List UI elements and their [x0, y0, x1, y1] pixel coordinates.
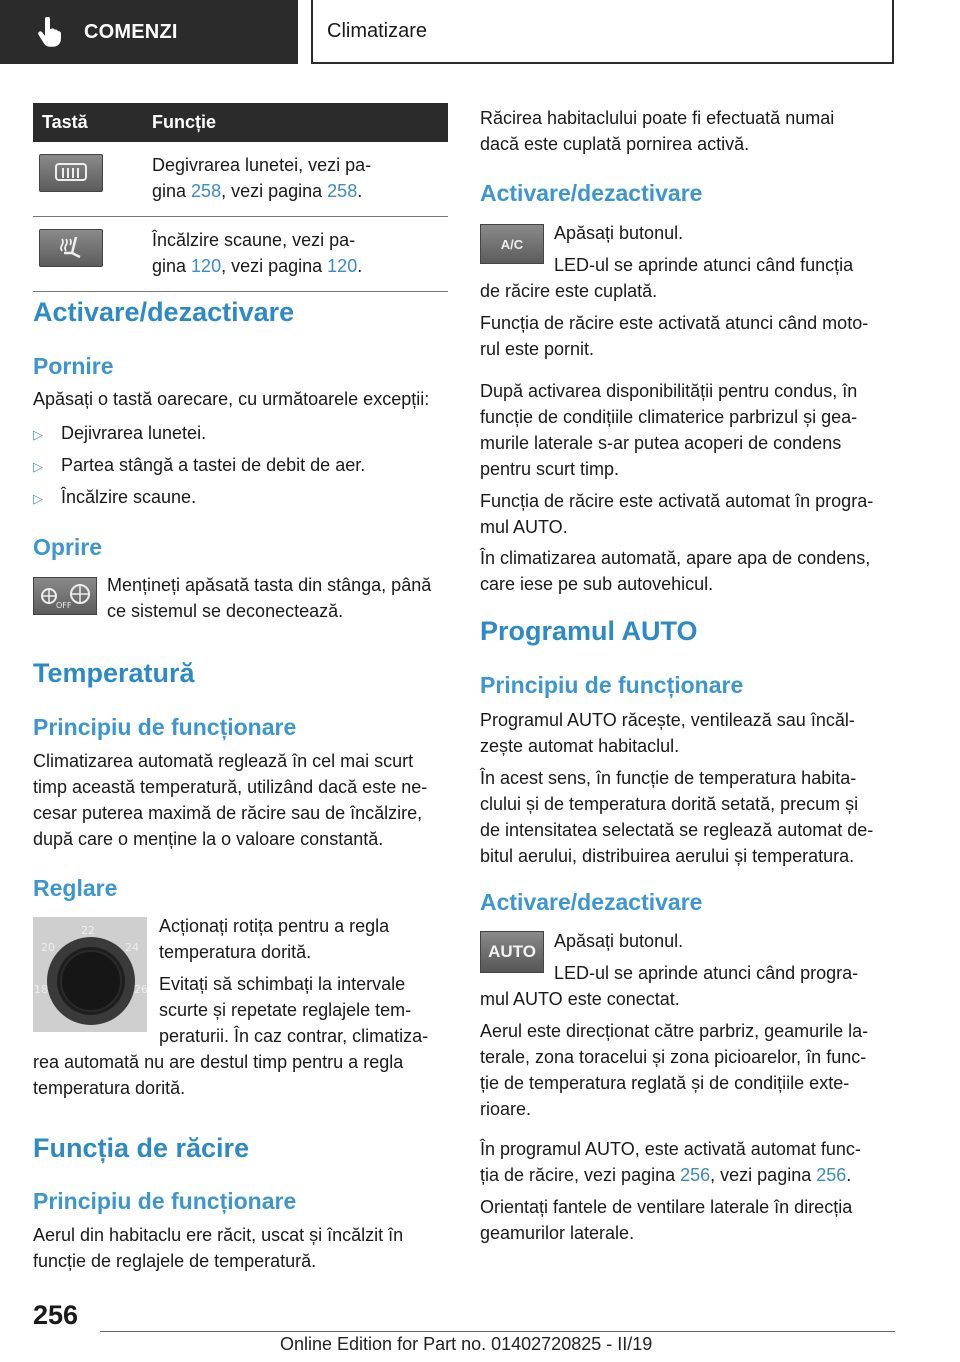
knob-label: 22	[81, 924, 95, 937]
header-chapter-label: Climatizare	[327, 19, 428, 42]
text-span: .	[846, 1165, 852, 1185]
right-text: LED-ul se aprinde atunci când funcția	[554, 255, 854, 275]
heading-auto: Programul AUTO	[480, 616, 698, 646]
key-function-table	[33, 103, 448, 292]
right-text	[480, 1162, 851, 1188]
table-row	[33, 217, 448, 292]
reglare-text: scurte și repetate reglajele tem-	[159, 1000, 412, 1020]
right-text: care iese pe sub autovehicul.	[480, 574, 714, 594]
right-text: geamurilor laterale.	[480, 1223, 635, 1243]
row-text: , vezi pagina	[221, 181, 328, 201]
right-text: mul AUTO este conectat.	[480, 989, 680, 1009]
right-text: rul este pornit.	[480, 339, 595, 359]
list-item-text: Partea stângă a tastei de debit de aer.	[61, 455, 366, 475]
right-text: murile laterale s-ar putea acoperi de condens	[480, 433, 842, 453]
row-text: gina	[152, 181, 192, 201]
knob-label: 18	[34, 983, 48, 996]
heading-activare: Activare/dezactivare	[33, 297, 295, 327]
fan-off-icon	[33, 577, 97, 615]
hand-pointer-icon	[36, 17, 62, 47]
table-header-key: Tastă	[33, 103, 152, 142]
page-number: 256	[33, 1300, 79, 1330]
heading-principiu: Principiu de funcționare	[480, 672, 744, 698]
header-section-tab[interactable]	[0, 0, 298, 64]
row-text: , vezi pagina	[221, 256, 328, 276]
page-link[interactable]: 120	[191, 256, 222, 276]
right-text: terale, zona toracelui și zona picioarelor, în func-	[480, 1047, 867, 1067]
right-text: În programul AUTO, este activată automat func-	[480, 1139, 861, 1159]
knob-label: 24	[125, 941, 139, 954]
heading-principiu: Principiu de funcționare	[33, 1188, 297, 1214]
list-item	[33, 420, 206, 448]
row-text: Încălzire scaune, vezi pa-	[152, 230, 356, 250]
right-text: În acest sens, în funcție de temperatura habita-	[480, 768, 857, 788]
footer-divider	[100, 1331, 895, 1332]
heading-racire: Funcția de răcire	[33, 1133, 250, 1163]
reglare-text: peraturii. În caz contrar, climatiza-	[159, 1026, 429, 1046]
text-span: , vezi pagina	[710, 1165, 817, 1185]
knob-label: 26	[134, 983, 147, 996]
oprire-text: ce sistemul se deconectează.	[107, 601, 344, 621]
right-text: pentru scurt timp.	[480, 459, 620, 479]
right-text: funcție de condițiile climaterice parbrizul și gea-	[480, 407, 858, 427]
heading-temperatura: Temperatură	[33, 658, 195, 688]
list-item	[33, 484, 196, 512]
heading-activare: Activare/dezactivare	[480, 180, 703, 206]
right-text: Funcția de răcire este activată atunci când moto-	[480, 313, 869, 333]
bullet-triangle-icon: ▷	[33, 491, 43, 506]
temp-text: Climatizarea automată reglează în cel mai scurt	[33, 751, 414, 771]
reglare-text: Evitați să schimbați la intervale	[159, 974, 406, 994]
header-chapter	[311, 0, 894, 64]
reglare-text: temperatura dorită.	[159, 942, 312, 962]
right-text: zește automat habitaclul.	[480, 736, 680, 756]
page-link[interactable]: 258	[191, 181, 222, 201]
page-link[interactable]: 256	[816, 1165, 847, 1185]
right-text: În climatizarea automată, apare apa de condens,	[480, 548, 871, 568]
right-text: După activarea disponibilității pentru condus, în	[480, 381, 858, 401]
temp-text: timp această temperatură, utilizând dacă este ne-	[33, 777, 428, 797]
right-text: Funcția de răcire este activată automat în progra-	[480, 491, 874, 511]
right-text: de intensitatea selectată se reglează automat de-	[480, 820, 874, 840]
right-text: LED-ul se aprinde atunci când progra-	[554, 963, 859, 983]
temperature-knob-image	[33, 917, 147, 1032]
right-text: Aerul este direcționat către parbriz, geamurile la-	[480, 1021, 869, 1041]
page-link[interactable]: 258	[327, 181, 358, 201]
row-text: .	[357, 181, 363, 201]
right-text: mul AUTO.	[480, 517, 568, 537]
right-text: rioare.	[480, 1099, 532, 1119]
right-text: de răcire este cuplată.	[480, 281, 658, 301]
svg-text:OFF: OFF	[56, 601, 72, 610]
reglare-text: Acționați rotița pentru a regla	[159, 916, 390, 936]
heading-activare: Activare/dezactivare	[480, 889, 703, 915]
page-link[interactable]: 120	[327, 256, 358, 276]
right-text: dacă este cuplată pornirea activă.	[480, 134, 750, 154]
list-item-text: Dejivrarea lunetei.	[61, 423, 207, 443]
row-text: .	[357, 256, 363, 276]
right-text: ție de temperatura reglată și de condițiile exte-	[480, 1073, 850, 1093]
racire-text: Aerul din habitaclu ere răcit, uscat și încălzit în	[33, 1225, 404, 1245]
auto-button-icon: AUTO	[480, 931, 544, 973]
seat-heating-icon	[39, 229, 103, 267]
footer-edition: Online Edition for Part no. 01402720825 - II/19	[280, 1334, 653, 1354]
right-text: Programul AUTO răcește, ventilează sau încăl-	[480, 710, 855, 730]
header-section-label: COMENZI	[84, 20, 178, 43]
right-text: bitul aerului, distribuirea aerului și temperatura.	[480, 846, 855, 866]
reglare-text: rea automată nu are destul timp pentru a regla	[33, 1052, 404, 1072]
ac-button-icon: A/C	[480, 224, 544, 264]
list-item-text: Încălzire scaune.	[61, 487, 197, 507]
reglare-text: temperatura dorită.	[33, 1078, 186, 1098]
rear-defrost-icon	[39, 154, 103, 192]
list-item	[33, 452, 365, 480]
bullet-triangle-icon: ▷	[33, 459, 43, 474]
right-text: Orientați fantele de ventilare laterale în direcția	[480, 1197, 853, 1217]
heading-pornire: Pornire	[33, 353, 114, 379]
row-text: gina	[152, 256, 192, 276]
right-text: Răcirea habitaclului poate fi efectuată numai	[480, 108, 835, 128]
heading-reglare: Reglare	[33, 875, 118, 901]
table-header-function: Funcție	[152, 103, 448, 142]
temp-text: cesar puterea maximă de răcire sau de încălzire,	[33, 803, 423, 823]
right-text: Apăsați butonul.	[554, 931, 684, 951]
page-link[interactable]: 256	[680, 1165, 711, 1185]
right-text: Apăsați butonul.	[554, 223, 684, 243]
temp-text: după care o menține la o valoare constantă.	[33, 829, 384, 849]
knob-label: 20	[41, 941, 55, 954]
table-row	[33, 142, 448, 217]
right-text: clului și de temperatura dorită setată, precum și	[480, 794, 859, 814]
racire-text: funcție de reglajele de temperatură.	[33, 1251, 317, 1271]
heading-oprire: Oprire	[33, 534, 103, 560]
pornire-text: Apăsați o tastă oarecare, cu următoarele excepții:	[33, 389, 430, 409]
bullet-triangle-icon: ▷	[33, 427, 43, 442]
text-span: ția de răcire, vezi pagina	[480, 1165, 681, 1185]
row-text: Degivrarea lunetei, vezi pa-	[152, 155, 372, 175]
oprire-text: Mențineți apăsată tasta din stânga, până	[107, 575, 432, 595]
heading-principiu: Principiu de funcționare	[33, 714, 297, 740]
